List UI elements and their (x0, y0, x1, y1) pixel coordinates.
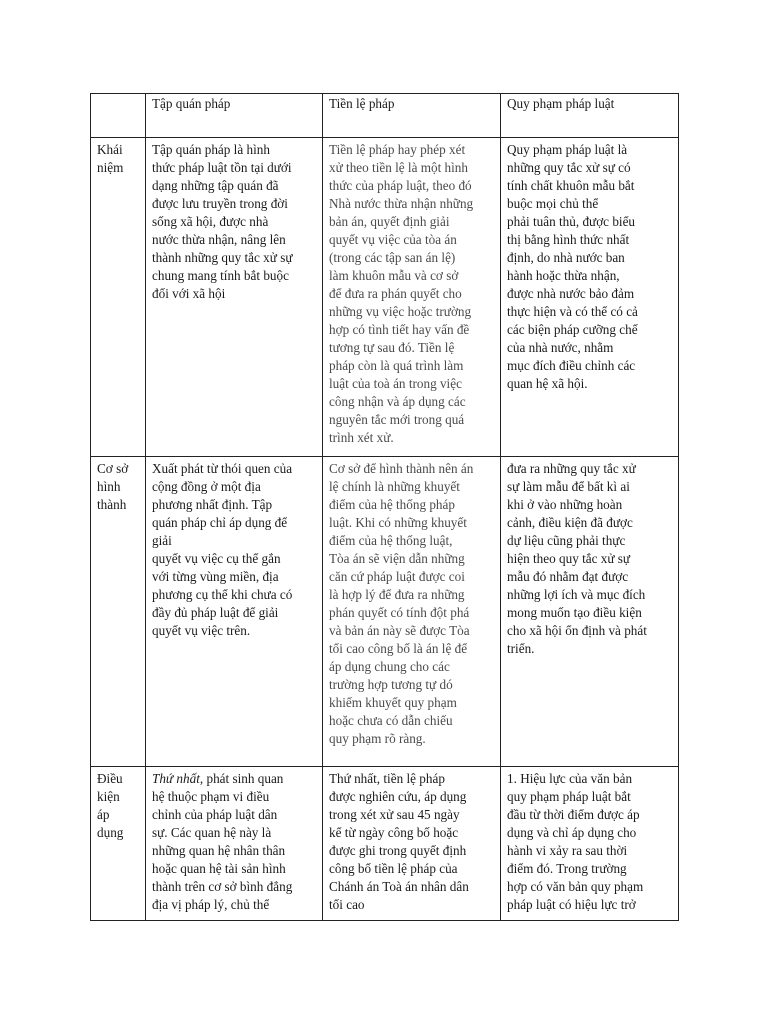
text-line: trình xét xử. (329, 430, 394, 445)
text-line: phương cụ thể khi chưa có (152, 587, 293, 602)
text-line: và bản án này sẽ được Tòa (329, 623, 470, 638)
cell-tap-quan-phap-dieu-kien (146, 767, 323, 921)
text-line: thức của pháp luật, theo đó (329, 178, 472, 193)
text-line: thành trên cơ sở bình đẳng (152, 879, 293, 894)
text-line: trường hợp tương tự dó (329, 677, 453, 692)
text-line: mong muốn tạo điều kiện (507, 605, 642, 620)
row-label-line: Khái (97, 142, 123, 157)
text-line: tính chất khuôn mẫu bắt (507, 178, 635, 193)
table-row (91, 767, 679, 921)
text-line: quán pháp chỉ áp dụng để (152, 515, 288, 530)
text-line: cộng đồng ở một địa (152, 479, 261, 494)
cell-quy-pham-phap-luat-khai-niem (501, 138, 679, 457)
text-line: căn cứ pháp luật được coi (329, 569, 465, 584)
text-line: xử theo tiền lệ là một hình (329, 160, 468, 175)
text-line: đưa ra những quy tắc xử (507, 461, 636, 476)
text-line: được lưu truyền trong đời (152, 196, 288, 211)
text-line: đối với xã hội (152, 286, 226, 301)
text-fragment: , phát sinh quan (199, 771, 284, 786)
text-line: cho xã hội ổn định và phát (507, 623, 647, 638)
text-line: hợp có văn bản quy phạm (507, 879, 644, 894)
text-line: quyết vụ việc trên. (152, 623, 251, 638)
row-label-line: Cơ sở (97, 461, 129, 476)
text-line: các biện pháp cưỡng chế (507, 322, 638, 337)
text-line: thức pháp luật tồn tại dưới (152, 160, 292, 175)
text-line: những quan hệ nhân thân (152, 843, 286, 858)
row-label-khai-niem (91, 138, 146, 457)
text-line: hoặc quan hệ tài sản hình (152, 861, 286, 876)
text-line: đầu từ thời điểm được áp (507, 807, 640, 822)
text-line: điểm của hệ thống luật, (329, 533, 453, 548)
cell-tien-le-phap-dieu-kien (323, 767, 501, 921)
text-line: pháp luật có hiệu lực trở (507, 897, 636, 912)
text-line: dự liệu cũng phải thực (507, 533, 626, 548)
header-cell-tap-quan-phap: Tập quán pháp (146, 94, 323, 138)
text-line: quyết vụ việc cụ thể gắn (152, 551, 281, 566)
header-cell-empty (91, 94, 146, 138)
text-line: hiện theo quy tắc xử sự (507, 551, 631, 566)
text-line: cảnh, điều kiện đã được (507, 515, 633, 530)
row-label-line: dụng (97, 825, 124, 840)
text-line: dụng và chỉ áp dụng cho (507, 825, 637, 840)
text-line: những lợi ích và mục đích (507, 587, 646, 602)
text-line: giải (152, 533, 172, 548)
text-line: định, do nhà nước ban (507, 250, 625, 265)
text-line: Cơ sở để hình thành nên án (329, 461, 474, 476)
cell-tien-le-phap-khai-niem (323, 138, 501, 457)
row-label-line: hình (97, 479, 121, 494)
cell-quy-pham-phap-luat-co-so (501, 457, 679, 767)
header-cell-tien-le-phap: Tiền lệ pháp (323, 94, 501, 138)
text-line: đầy đủ pháp luật để giải (152, 605, 279, 620)
text-line: mẫu đó nhằm đạt được (507, 569, 629, 584)
text-line: khi ở vào những hoàn (507, 497, 623, 512)
table-row (91, 138, 679, 457)
text-line: thị bằng hình thức nhất (507, 232, 630, 247)
text-line: để đưa ra phán quyết cho (329, 286, 462, 301)
text-line: những quy tắc xử sự có (507, 160, 631, 175)
cell-tap-quan-phap-co-so (146, 457, 323, 767)
table-row (91, 457, 679, 767)
text-line: nguyên tắc mới trong quá (329, 412, 465, 427)
row-label-dieu-kien-ap-dung (91, 767, 146, 921)
text-line: thành những quy tắc xử sự (152, 250, 293, 265)
row-label-line: niệm (97, 160, 124, 175)
row-label-line: kiện (97, 789, 120, 804)
text-line: công bố tiền lệ pháp của (329, 861, 458, 876)
text-line: hoặc chưa có dẫn chiếu (329, 713, 453, 728)
text-line: là hợp lý để đưa ra những (329, 587, 465, 602)
text-line (152, 770, 316, 788)
text-line: quy phạm pháp luật bắt (507, 789, 631, 804)
cell-tap-quan-phap-khai-niem (146, 138, 323, 457)
text-line: Xuất phát từ thói quen của (152, 461, 293, 476)
row-label-line: áp (97, 807, 110, 822)
text-line: (trong các tập san án lệ) (329, 250, 456, 265)
cell-tien-le-phap-co-so (323, 457, 501, 767)
header-cell-quy-pham-phap-luat: Quy phạm pháp luật (501, 94, 679, 138)
text-line: sống xã hội, được nhà (152, 214, 269, 229)
table-header-row (91, 94, 679, 138)
comparison-table (90, 93, 679, 921)
text-line: công nhận và áp dụng các (329, 394, 466, 409)
italic-lead: Thứ nhất (152, 771, 200, 786)
text-line: hành hoặc thừa nhận, (507, 268, 620, 283)
text-line: luật. Khi có những khuyết (329, 515, 467, 530)
text-line: điểm đó. Trong trường (507, 861, 627, 876)
text-line: quy phạm rõ ràng. (329, 731, 426, 746)
text-line: triển. (507, 641, 535, 656)
text-line: phán quyết có tính đột phá (329, 605, 470, 620)
cell-quy-pham-phap-luat-dieu-kien (501, 767, 679, 921)
text-line: 1. Hiệu lực của văn bản (507, 771, 633, 786)
text-line: lệ chính là những khuyết (329, 479, 460, 494)
text-line: luật của toà án trong việc (329, 376, 462, 391)
row-label-co-so-hinh-thanh (91, 457, 146, 767)
row-label-line: thành (97, 497, 127, 512)
text-line: với từng vùng miền, địa (152, 569, 279, 584)
text-line: nước thừa nhận, nâng lên (152, 232, 286, 247)
text-line: kể từ ngày công bố hoặc (329, 825, 459, 840)
text-line: được nghiên cứu, áp dụng (329, 789, 467, 804)
row-label-line: Điều (97, 771, 123, 786)
text-line: áp dụng chung cho các (329, 659, 450, 674)
text-line: quyết vụ việc của tòa án (329, 232, 457, 247)
text-line: mục đích điều chỉnh các (507, 358, 636, 373)
text-line: buộc mọi chủ thể (507, 196, 599, 211)
text-line: chung mang tính bắt buộc (152, 268, 289, 283)
text-line: chỉnh của pháp luật dân (152, 807, 278, 822)
text-line: những vụ việc hoặc trường (329, 304, 472, 319)
text-line: khiếm khuyết quy phạm (329, 695, 457, 710)
text-line: Quy phạm pháp luật là (507, 142, 628, 157)
text-line: tối cao (329, 897, 365, 912)
text-line: Tập quán pháp là hình (152, 142, 270, 157)
text-line: hệ thuộc phạm vi điều (152, 789, 270, 804)
text-line: sự làm mẫu để bất kì ai (507, 479, 630, 494)
text-line: hành vi xảy ra sau thời (507, 843, 628, 858)
text-line: pháp còn là quá trình làm (329, 358, 464, 373)
text-line: của nhà nước, nhằm (507, 340, 614, 355)
text-line: thực hiện và có thể có cả (507, 304, 638, 319)
text-line: phương nhất định. Tập (152, 497, 273, 512)
text-line: làm khuôn mẫu và cơ sở (329, 268, 459, 283)
text-line: bản án, quyết định giải (329, 214, 450, 229)
text-line: Tiền lệ pháp hay phép xét (329, 142, 466, 157)
text-line: sự. Các quan hệ này là (152, 825, 272, 840)
text-line: phải tuân thủ, được biểu (507, 214, 636, 229)
text-line: hợp có tình tiết hay vấn đề (329, 322, 470, 337)
text-line: trong xét xử sau 45 ngày (329, 807, 460, 822)
text-line: tối cao công bố là án lệ để (329, 641, 468, 656)
text-line: điểm của hệ thống pháp (329, 497, 455, 512)
text-line: dạng những tập quán đã (152, 178, 279, 193)
text-line: được nhà nước bảo đảm (507, 286, 635, 301)
text-line: địa vị pháp lý, chủ thể (152, 897, 270, 912)
text-line: Tòa án sẽ viện dẫn những (329, 551, 465, 566)
text-line: tương tự sau đó. Tiền lệ (329, 340, 455, 355)
text-line: quan hệ xã hội. (507, 376, 588, 391)
text-line: Chánh án Toà án nhân dân (329, 879, 469, 894)
text-line: được ghi trong quyết định (329, 843, 467, 858)
text-line: Nhà nước thừa nhận những (329, 196, 474, 211)
text-line: Thứ nhất, tiền lệ pháp (329, 771, 445, 786)
